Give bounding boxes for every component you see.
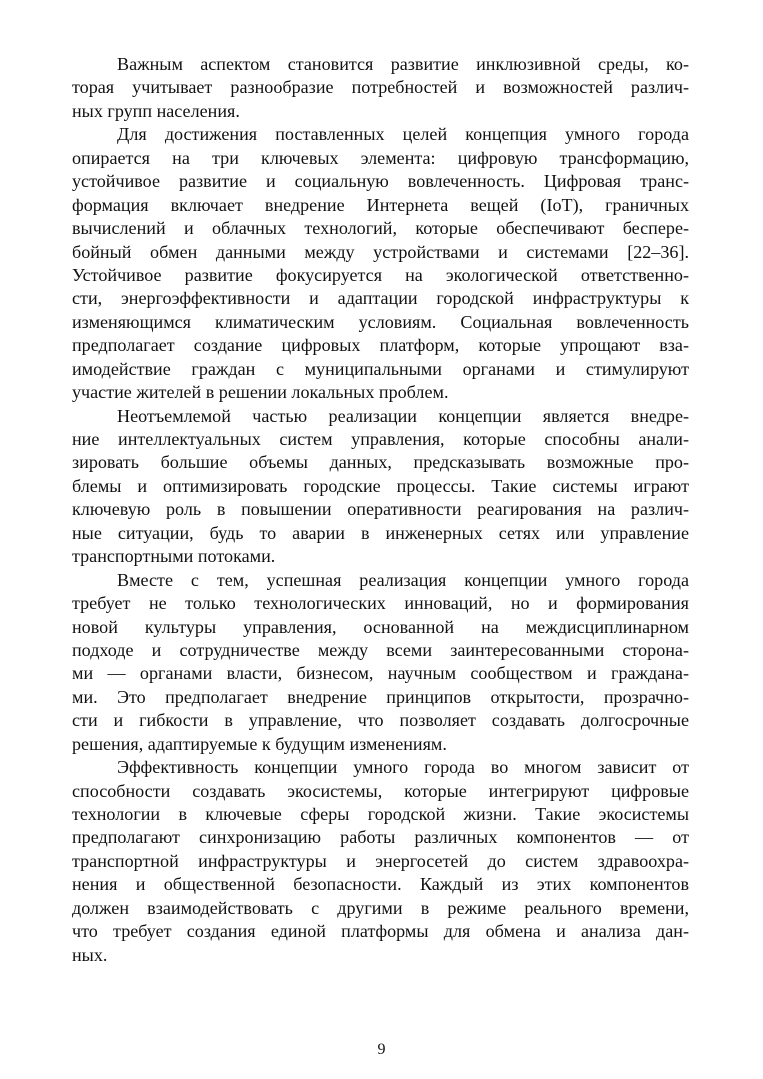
text-line: опирается на три ключевых элемента: цифровую трансформацию, [72,147,689,168]
paragraph-2 [72,123,689,404]
text-line: изменяющимся климатическим условиям. Социальная вовлеченность [72,311,689,332]
text-line: блемы и оптимизировать городские процессы. Такие системы играют [72,475,689,496]
text-line: торая учитывает разнообразие потребностей и возможностей различ- [72,77,689,98]
text-line: новой культуры управления, основанной на междисциплинарном [72,616,689,637]
text-line: что требует создания единой платформы для обмена и анализа дан- [72,921,689,942]
text-line: зировать большие объемы данных, предсказывать возможные про- [72,452,689,473]
text-line: предполагает создание цифровых платформ, которые упрощают вза- [72,335,689,356]
text-line: сти и гибкости в управление, что позволяет создавать долгосрочные [72,710,689,731]
text-line: Неотъемлемой частью реализации концепции является внедре- [117,405,689,426]
paragraph-5 [72,756,689,967]
text-line: Устойчивое развитие фокусируется на экологической ответственно- [72,264,689,285]
paragraph-3 [72,405,689,569]
text-line: Вместе с тем, успешная реализация концепции умного города [117,569,689,590]
text-line: ние интеллектуальных систем управления, которые способны анали- [72,429,689,449]
text-line: ные ситуации, будь то аварии в инженерных сетях или управление [72,522,689,543]
text-line: имодействие граждан с муниципальными органами и стимулируют [72,358,689,379]
text-line: решения, адаптируемые к будущим изменениям. [72,733,447,754]
text-line: технологии в ключевые сферы городской жизни. Такие экосистемы [72,804,689,824]
text-line: бойный обмен данными между устройствами и системами [22–36]. [72,241,689,262]
text-line: вычислений и облачных технологий, которые обеспечивают беспере- [72,218,689,239]
document-page [72,53,689,967]
text-line: должен взаимодействовать с другими в режиме реального времени, [72,897,689,918]
text-line: транспортной инфраструктуры и энергосетей до систем здравоохра- [72,850,689,871]
text-line: подходе и сотрудничестве между всеми заинтересованными сторона- [72,639,689,660]
text-line: нения и общественной безопасности. Каждый из этих компонентов [72,874,689,895]
text-line: ных групп населения. [72,100,240,121]
text-line: предполагают синхронизацию работы различных компонентов — от [72,827,689,848]
text-line: ми. Это предполагает внедрение принципов открытости, прозрачно- [72,686,689,707]
text-line: требует не только технологических инноваций, но и формирования [72,593,689,614]
text-line: ми — органами власти, бизнесом, научным сообществом и граждана- [72,663,689,684]
text-line: ных. [72,944,108,965]
paragraph-4 [72,569,689,757]
text-line: устойчивое развитие и социальную вовлеченность. Цифровая транс- [72,171,689,192]
text-line: участие жителей в решении локальных проблем. [72,382,449,403]
text-line: транспортными потоками. [72,546,276,567]
text-line: Эффективность концепции умного города во многом зависит от [117,757,689,778]
text-line: Для достижения поставленных целей концепция умного города [117,124,689,145]
page-number: 9 [377,1041,386,1058]
text-line: способности создавать экосистемы, которые интегрируют цифровые [72,780,689,801]
text-line: формация включает внедрение Интернета вещей (IoT), граничных [72,194,689,215]
text-line: ключевую роль в повышении оперативности реагирования на различ- [72,499,689,520]
text-line: Важным аспектом становится развитие инклюзивной среды, ко- [117,54,689,74]
text-line: сти, энергоэффективности и адаптации городской инфраструктуры к [72,288,689,309]
paragraph-1 [72,53,689,123]
